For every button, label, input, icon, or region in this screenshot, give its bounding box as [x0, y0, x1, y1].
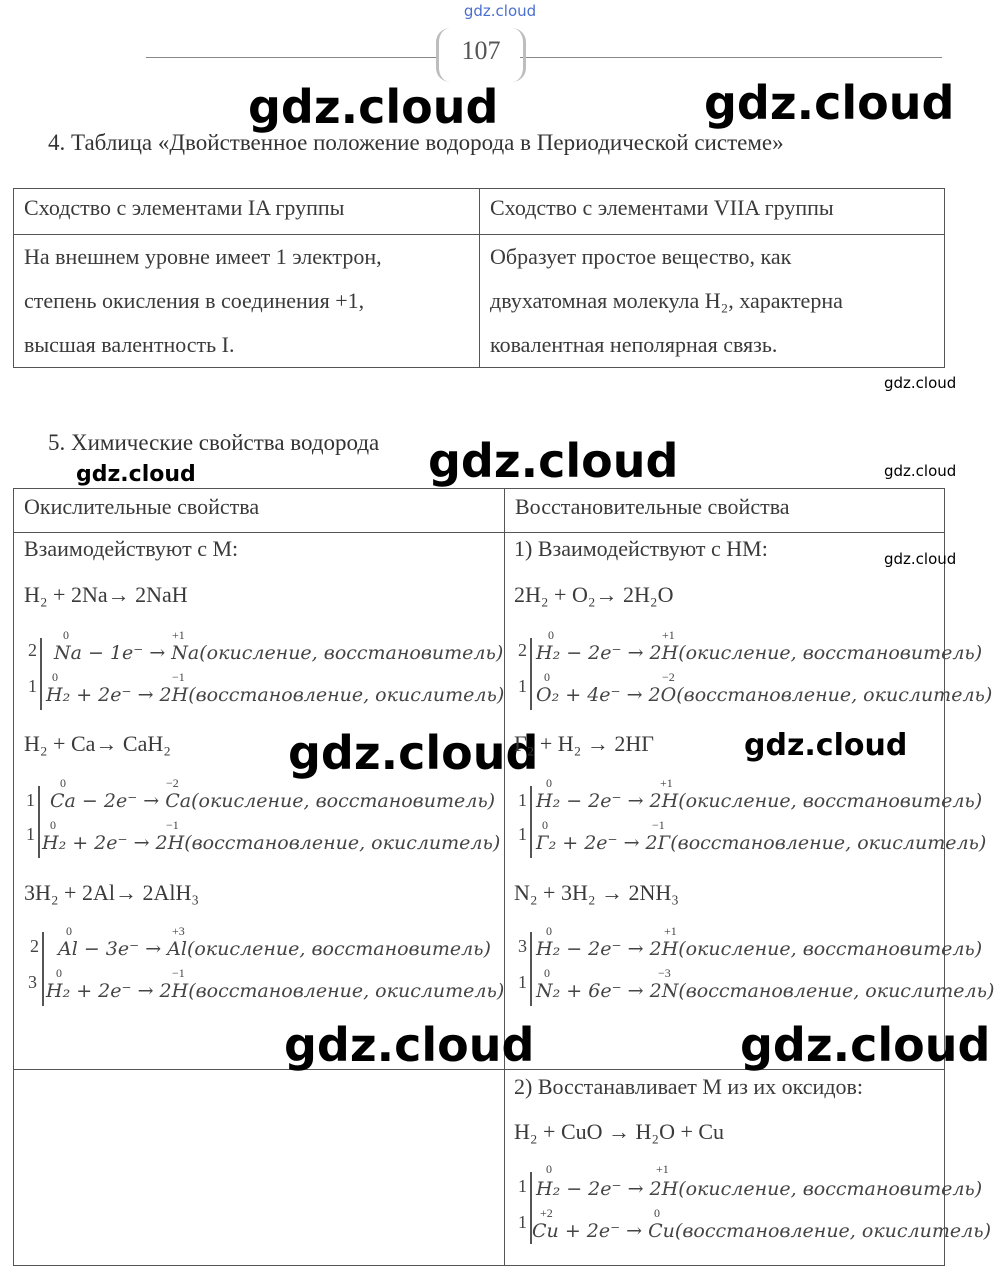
left-eq1: H₂ + 2Na→ 2NaH: [24, 582, 188, 607]
section4-table: [13, 188, 945, 368]
ox-state: +1: [172, 628, 185, 642]
redox-line: O₂ + 4e⁻ → 2O(восстановление, окислитель): [536, 684, 993, 706]
redox-line: H₂ + 2e⁻ → 2H(восстановление, окислитель): [42, 832, 501, 854]
text-line: Образует простое вещество, как: [490, 244, 792, 269]
redox-line: Cu + 2e⁻ → Cu(восстановление, окислитель): [532, 1220, 991, 1242]
ox-state: +1: [656, 1162, 669, 1176]
text-line: ковалентная неполярная связь.: [490, 332, 778, 357]
coef: 1: [518, 1212, 527, 1232]
ox-state: 0: [546, 1162, 552, 1176]
ox-state: 0: [60, 776, 66, 790]
right-intro-2: 2) Восстанавливает М из их оксидов:: [514, 1074, 864, 1099]
ox-state: +1: [664, 924, 677, 938]
ox-state: −3: [658, 966, 671, 980]
left-eq3: 3H₂ + 2Al→ 2AlH₃: [24, 880, 200, 905]
header-rule-right: [520, 57, 942, 58]
header-rule-left: [146, 57, 436, 58]
section4-col1-body: [14, 235, 479, 367]
coef: 1: [28, 676, 37, 696]
coef: 1: [26, 824, 35, 844]
coef: 1: [26, 790, 35, 810]
ox-state: 0: [63, 628, 69, 642]
right-intro: 1) Взаимодействуют с НМ:: [514, 536, 768, 561]
right-eq1: 2H₂ + O₂→ 2H₂O: [514, 582, 674, 607]
watermark: gdz.cloud: [76, 462, 196, 487]
redox-bar: [42, 932, 44, 1006]
ox-state: 0: [52, 670, 58, 684]
watermark: gdz.cloud: [884, 462, 957, 480]
watermark: gdz.cloud: [428, 434, 679, 488]
ox-state: 0: [546, 776, 552, 790]
redox-line: N₂ + 6e⁻ → 2N(восстановление, окислитель): [536, 980, 995, 1002]
ox-state: −1: [172, 670, 185, 684]
redox-line: Al − 3e⁻ → Al(окисление, восстановитель): [58, 938, 491, 960]
redox-bar: [40, 638, 42, 710]
ox-state: −2: [662, 670, 675, 684]
section5-empty-cell: [14, 1070, 505, 1266]
watermark: gdz.cloud: [884, 550, 957, 568]
redox-line: Na − 1e⁻ → Na(окисление, восстановитель): [54, 642, 504, 664]
watermark: gdz.cloud: [248, 80, 499, 134]
section4-col1-header: Сходство с элементами IA группы: [24, 195, 345, 220]
redox-bar: [530, 786, 532, 858]
ox-state: 0: [548, 628, 554, 642]
watermark: gdz.cloud: [740, 1018, 991, 1072]
ox-state: −2: [166, 776, 179, 790]
coef: 1: [518, 676, 527, 696]
ox-state: −1: [166, 818, 179, 832]
coef: 2: [518, 640, 527, 660]
text-line: двухатомная молекула H₂, характерна: [490, 288, 843, 313]
coef: 3: [28, 972, 37, 992]
watermark: gdz.cloud: [744, 728, 908, 763]
watermark: gdz.cloud: [704, 76, 955, 130]
text-line: высшая валентность I.: [24, 332, 235, 357]
left-intro: Взаимодействуют с М:: [24, 536, 239, 561]
redox-line: H₂ − 2e⁻ → 2H(окисление, восстановитель): [536, 1178, 983, 1200]
ox-state: 0: [546, 924, 552, 938]
ox-state: 0: [544, 670, 550, 684]
section5-heading: 5. Химические свойства водорода: [48, 430, 380, 455]
redox-line: Ca − 2e⁻ → Ca(окисление, восстановитель): [50, 790, 496, 812]
text-line: степень окисления в соединения +1,: [24, 288, 365, 313]
coef: 2: [30, 936, 39, 956]
coef: 1: [518, 1176, 527, 1196]
ox-state: 0: [544, 966, 550, 980]
redox-bar: [530, 638, 532, 710]
ox-state: +2: [540, 1206, 553, 1220]
coef: 1: [518, 972, 527, 992]
watermark: gdz.cloud: [288, 726, 539, 780]
ox-state: +1: [660, 776, 673, 790]
redox-bar: [530, 932, 532, 1006]
redox-line: H₂ + 2e⁻ → 2H(восстановление, окислитель): [46, 980, 505, 1002]
section5-col1-header: Окислительные свойства: [24, 494, 260, 519]
watermark-top: gdz.cloud: [463, 2, 537, 20]
redox-line: Г₂ + 2e⁻ → 2Г(восстановление, окислитель): [536, 832, 987, 854]
ox-state: −1: [652, 818, 665, 832]
left-eq2: H₂ + Ca→ CaH₂: [24, 731, 171, 756]
right-eq3: N₂ + 3H₂ → 2NH₃: [514, 880, 679, 905]
watermark: gdz.cloud: [884, 374, 957, 392]
ox-state: 0: [542, 818, 548, 832]
redox-bar: [38, 786, 40, 858]
redox-line: H₂ − 2e⁻ → 2H(окисление, восстановитель): [536, 642, 983, 664]
ox-state: +1: [662, 628, 675, 642]
coef: 2: [28, 640, 37, 660]
text-line: На внешнем уровне имеет 1 электрон,: [24, 244, 382, 269]
page-number: 107: [436, 28, 526, 82]
right-eq2: Г₂ + H₂ → 2HГ: [514, 731, 654, 756]
section5-col2-header: Восстановительные свойства: [515, 494, 790, 519]
ox-state: 0: [50, 818, 56, 832]
redox-line: H₂ − 2e⁻ → 2H(окисление, восстановитель): [536, 790, 983, 812]
ox-state: 0: [654, 1206, 660, 1220]
coef: 1: [518, 790, 527, 810]
watermark: gdz.cloud: [284, 1018, 535, 1072]
ox-state: 0: [56, 966, 62, 980]
ox-state: +3: [172, 924, 185, 938]
right-eq4: H₂ + CuO → H₂O + Cu: [514, 1119, 725, 1144]
redox-line: H₂ + 2e⁻ → 2H(восстановление, окислитель): [46, 684, 505, 706]
coef: 1: [518, 824, 527, 844]
ox-state: −1: [172, 966, 185, 980]
section4-col2-body: [480, 235, 944, 367]
coef: 3: [518, 936, 527, 956]
ox-state: 0: [66, 924, 72, 938]
section4-col2-header: Сходство с элементами VIIA группы: [490, 195, 834, 220]
section4-heading: 4. Таблица «Двойственное положение водорода в Периодической системе»: [48, 130, 784, 155]
redox-line: H₂ − 2e⁻ → 2H(окисление, восстановитель): [536, 938, 983, 960]
